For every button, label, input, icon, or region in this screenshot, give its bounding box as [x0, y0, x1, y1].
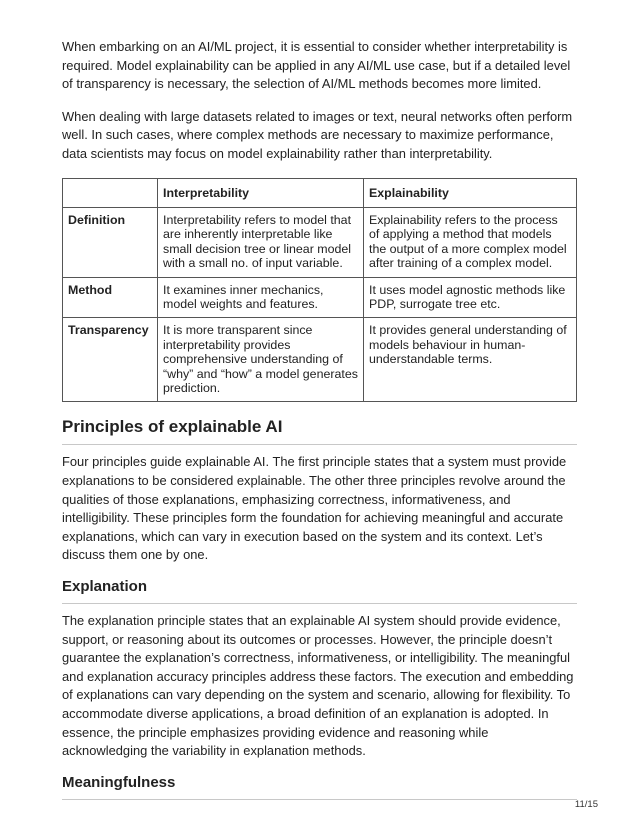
table-row — [63, 318, 577, 402]
intro-paragraph-2: When dealing with large datasets related to images or text, neural networks often perform well. In such cases, where complex methods are necessary to maximize performance, data scientists may focus on model explainability rather than interpretability. — [62, 108, 573, 161]
cell-explainability: Explainability refers to the process of applying a method that models the output of a more complex model after training of a complex model. — [364, 207, 577, 277]
cell-explainability: It uses model agnostic methods like PDP, surrogate tree etc. — [364, 277, 577, 318]
intro-paragraph-1: When embarking on an AI/ML project, it is essential to consider whether interpretability is required. Model explainability can be applied in any AI/ML use case, but if a detailed level of transparency is necessary, the selection of AI/ML methods becomes more limited. — [62, 39, 571, 92]
row-label-definition: Definition — [63, 207, 158, 277]
explanation-paragraph: The explanation principle states that an explainable AI system should provide evidence, support, or reasoning about its outcomes or processes. However, the principle doesn’t guarantee the explanation’s correctness, informativeness, or intelligibility. The meaningful and explanation accuracy principles address these factors. The execution and embedding of explanations can vary depending on the system and scenario, allowing for flexibility. To accommodate diverse applications, a broad definition of an explanation is adopted. In essence, the principle emphasizes providing evidence and reasoning while acknowledging the variability in explanation methods. — [62, 613, 574, 759]
table-row — [63, 207, 577, 277]
table-header-row — [63, 178, 577, 207]
explanation-heading: Explanation — [62, 577, 577, 604]
table-header-empty — [63, 178, 158, 207]
meaningfulness-heading: Meaningfulness — [62, 773, 577, 800]
row-label-transparency: Transparency — [63, 318, 158, 402]
document-page — [62, 38, 577, 808]
table-header-interpretability: Interpretability — [158, 178, 364, 207]
comparison-table — [62, 178, 577, 403]
table-row — [63, 277, 577, 318]
cell-interpretability: Interpretability refers to model that are inherently interpretable like small decision tree or linear model with a small no. of input variable. — [158, 207, 364, 277]
page-number: 11/15 — [574, 799, 598, 810]
row-label-method: Method — [63, 277, 158, 318]
cell-explainability: It provides general understanding of models behaviour in human-understandable terms. — [364, 318, 577, 402]
principles-heading: Principles of explainable AI — [62, 416, 577, 445]
table-header-explainability: Explainability — [364, 178, 577, 207]
principles-paragraph: Four principles guide explainable AI. The first principle states that a system must provide explanations to be considered explainable. The other three principles revolve around the qualities of those explanations, emphasizing correctness, informativeness, and intelligibility. These principles form the foundation for achieving meaningful and accurate explanations, which can vary in execution based on the system and its context. Let’s discuss them one by one. — [62, 454, 567, 563]
cell-interpretability: It is more transparent since interpretability provides comprehensive understanding of “why” and “how” a model generates prediction. — [158, 318, 364, 402]
cell-interpretability: It examines inner mechanics, model weights and features. — [158, 277, 364, 318]
